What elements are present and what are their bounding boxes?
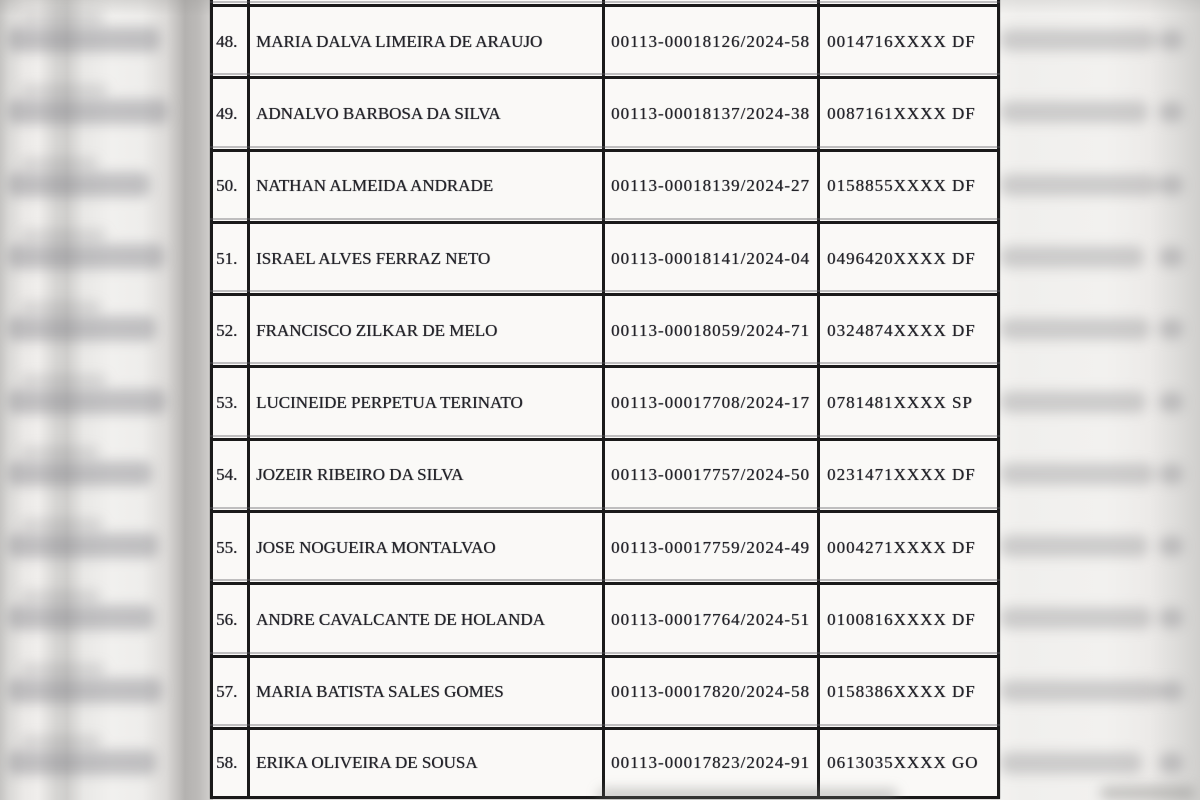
table-row [213, 149, 997, 221]
registry-table [210, 0, 1000, 799]
cell-num: 49. [213, 79, 250, 148]
cell-process: 00113-00017757/2024-50 [605, 441, 820, 510]
cell-name: ADNALVO BARBOSA DA SILVA [250, 79, 605, 148]
scan-smudge [598, 789, 898, 800]
cell-cpf: 0014716XXXX DF [827, 31, 976, 51]
cell-num: 55. [213, 513, 250, 582]
cell-name: JOZEIR RIBEIRO DA SILVA [250, 441, 605, 510]
cell-num: 57. [213, 658, 250, 727]
cell-process: 00113-00018141/2024-04 [605, 224, 820, 293]
cell-name: LUCINEIDE PERPETUA TERINATO [250, 368, 605, 437]
cell-name: NATHAN ALMEIDA ANDRADE [250, 152, 605, 221]
cell-num: 58. [213, 730, 250, 796]
cell-num: 56. [213, 585, 250, 654]
cell-process: 00113-00017823/2024-91 [605, 730, 820, 796]
table-row [213, 510, 997, 582]
cell-cpf: 0324874XXXX DF [827, 320, 976, 340]
cell-name: JOSE NOGUEIRA MONTALVAO [250, 513, 605, 582]
blurred-text-blobs-right [991, 0, 1200, 800]
cell-cpf: 0004271XXXX DF [827, 537, 976, 557]
cell-cpf: 0087161XXXX DF [827, 103, 976, 123]
cell-cpf: 0100816XXXX DF [827, 610, 976, 630]
table-row [213, 4, 997, 76]
blurred-text-blobs-left [0, 0, 213, 800]
blurred-page-edge-left [0, 0, 213, 800]
cell-name: ISRAEL ALVES FERRAZ NETO [250, 224, 605, 293]
cell-process: 00113-00018126/2024-58 [605, 7, 820, 76]
cell-num: 50. [213, 152, 250, 221]
cell-name: FRANCISCO ZILKAR DE MELO [250, 296, 605, 365]
cell-cpf: 0781481XXXX SP [827, 393, 973, 413]
cell-cpf: 0496420XXXX DF [827, 248, 976, 268]
cell-num: 51. [213, 224, 250, 293]
cell-process: 00113-00018059/2024-71 [605, 296, 820, 365]
cell-process: 00113-00017759/2024-49 [605, 513, 820, 582]
table-row [213, 438, 997, 510]
cell-process: 00113-00018137/2024-38 [605, 79, 820, 148]
cell-cpf: 0231471XXXX DF [827, 465, 976, 485]
cell-num: 52. [213, 296, 250, 365]
cell-name: MARIA DALVA LIMEIRA DE ARAUJO [250, 7, 605, 76]
cell-process: 00113-00017708/2024-17 [605, 368, 820, 437]
cell-num: 54. [213, 441, 250, 510]
cell-num: 48. [213, 7, 250, 76]
cell-name: MARIA BATISTA SALES GOMES [250, 658, 605, 727]
cell-process: 00113-00017764/2024-51 [605, 585, 820, 654]
cell-process: 00113-00018139/2024-27 [605, 152, 820, 221]
table-row [213, 221, 997, 293]
scan-smudge [1100, 786, 1195, 800]
table-row [213, 293, 997, 365]
table-row [213, 76, 997, 148]
cell-name: ERIKA OLIVEIRA DE SOUSA [250, 730, 605, 796]
cell-name: ANDRE CAVALCANTE DE HOLANDA [250, 585, 605, 654]
table-row [213, 582, 997, 654]
cell-cpf: 0613035XXXX GO [827, 753, 979, 773]
cell-num: 53. [213, 368, 250, 437]
table-row [213, 655, 997, 727]
table-row [213, 365, 997, 437]
cell-cpf: 0158855XXXX DF [827, 176, 976, 196]
cell-process: 00113-00017820/2024-58 [605, 658, 820, 727]
cell-cpf: 0158386XXXX DF [827, 682, 976, 702]
blurred-page-edge-right [991, 0, 1200, 800]
